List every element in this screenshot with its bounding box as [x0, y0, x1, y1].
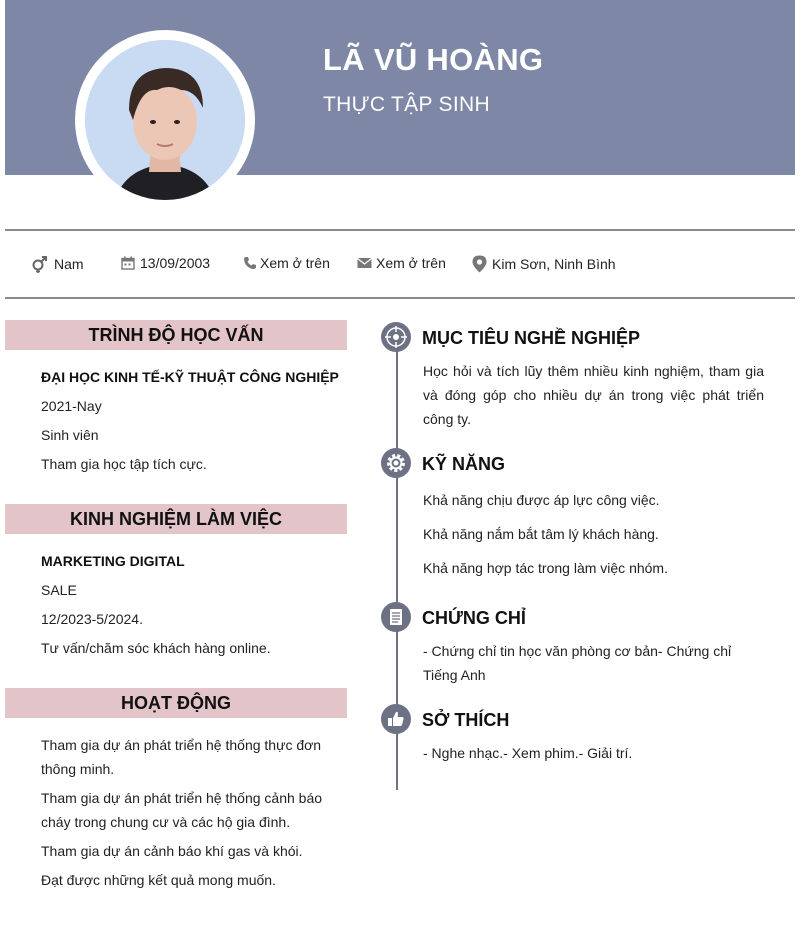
envelope-icon: [357, 257, 372, 269]
gear-icon: [381, 448, 411, 478]
contact-phone: [243, 255, 330, 271]
thumbs-up-icon: [381, 704, 411, 734]
address-text: Kim Sơn, Ninh Bình: [492, 256, 616, 272]
job-title: THỰC TẬP SINH: [323, 93, 490, 116]
birthday-text: 13/09/2003: [140, 255, 211, 271]
contact-gender: [31, 255, 84, 273]
email-text: Xem ở trên: [376, 255, 446, 271]
contact-email: [357, 255, 446, 271]
gender-icon: [31, 255, 49, 273]
certificate-icon: [381, 602, 411, 632]
certificates-heading: CHỨNG CHỈ: [422, 608, 526, 628]
experience-position: SALE: [41, 582, 77, 598]
skill-item: Khả năng nắm bắt tâm lý khách hàng.: [423, 526, 659, 542]
experience-description: Tư vấn/chăm sóc khách hàng online.: [41, 640, 271, 656]
hobbies-text: - Nghe nhạc.- Xem phim.- Giải trí.: [423, 745, 633, 761]
activity-item: Tham gia dự án phát triển hệ thống cảnh báo cháy trong chung cư và các hộ gia đình.: [41, 790, 323, 830]
phone-icon: [243, 256, 257, 270]
experience-heading: KINH NGHIỆM LÀM VIỆC: [5, 504, 347, 534]
candidate-name: LÃ VŨ HOÀNG: [323, 42, 544, 77]
education-school: ĐẠI HỌC KINH TẾ-KỸ THUẬT CÔNG NGHIỆP: [41, 369, 339, 385]
education-description: Tham gia học tập tích cực.: [41, 456, 207, 472]
activity-item: Tham gia dự án cảnh báo khí gas và khói.: [41, 843, 303, 859]
contact-address: [472, 255, 616, 273]
contact-birthday: [121, 255, 210, 271]
activity-item: Đạt được những kết quả mong muốn.: [41, 872, 276, 888]
activity-item: Tham gia dự án phát triển hệ thống thực đơn thông minh.: [41, 737, 322, 777]
education-heading: TRÌNH ĐỘ HỌC VẤN: [5, 320, 347, 350]
activities-heading: HOẠT ĐỘNG: [5, 688, 347, 718]
gender-text: Nam: [54, 256, 84, 272]
avatar: [85, 40, 245, 200]
divider-bottom: [5, 297, 795, 299]
skills-heading: KỸ NĂNG: [422, 454, 506, 474]
skill-item: Khả năng chịu được áp lực công việc.: [423, 492, 660, 508]
experience-period: 12/2023-5/2024.: [41, 611, 143, 627]
skill-item: Khả năng hợp tác trong làm việc nhóm.: [423, 560, 668, 576]
divider-top: [5, 229, 795, 231]
objective-heading: MỤC TIÊU NGHỀ NGHIỆP: [422, 328, 641, 348]
education-role: Sinh viên: [41, 427, 99, 443]
location-pin-icon: [472, 255, 487, 273]
experience-company: MARKETING DIGITAL: [41, 553, 185, 569]
calendar-icon: [121, 256, 135, 270]
portrait-photo: [85, 40, 245, 200]
education-period: 2021-Nay: [41, 398, 102, 414]
target-icon: [381, 322, 411, 352]
phone-text: Xem ở trên: [260, 255, 330, 271]
objective-text: Học hỏi và tích lũy thêm nhiều kinh nghiệm, tham gia và đóng góp cho nhiều dự án trong việc phát triển công ty.: [423, 363, 764, 427]
certificates-text: - Chứng chỉ tin học văn phòng cơ bản- Chứng chỉ Tiếng Anh: [423, 643, 732, 683]
hobbies-heading: SỞ THÍCH: [422, 710, 510, 730]
